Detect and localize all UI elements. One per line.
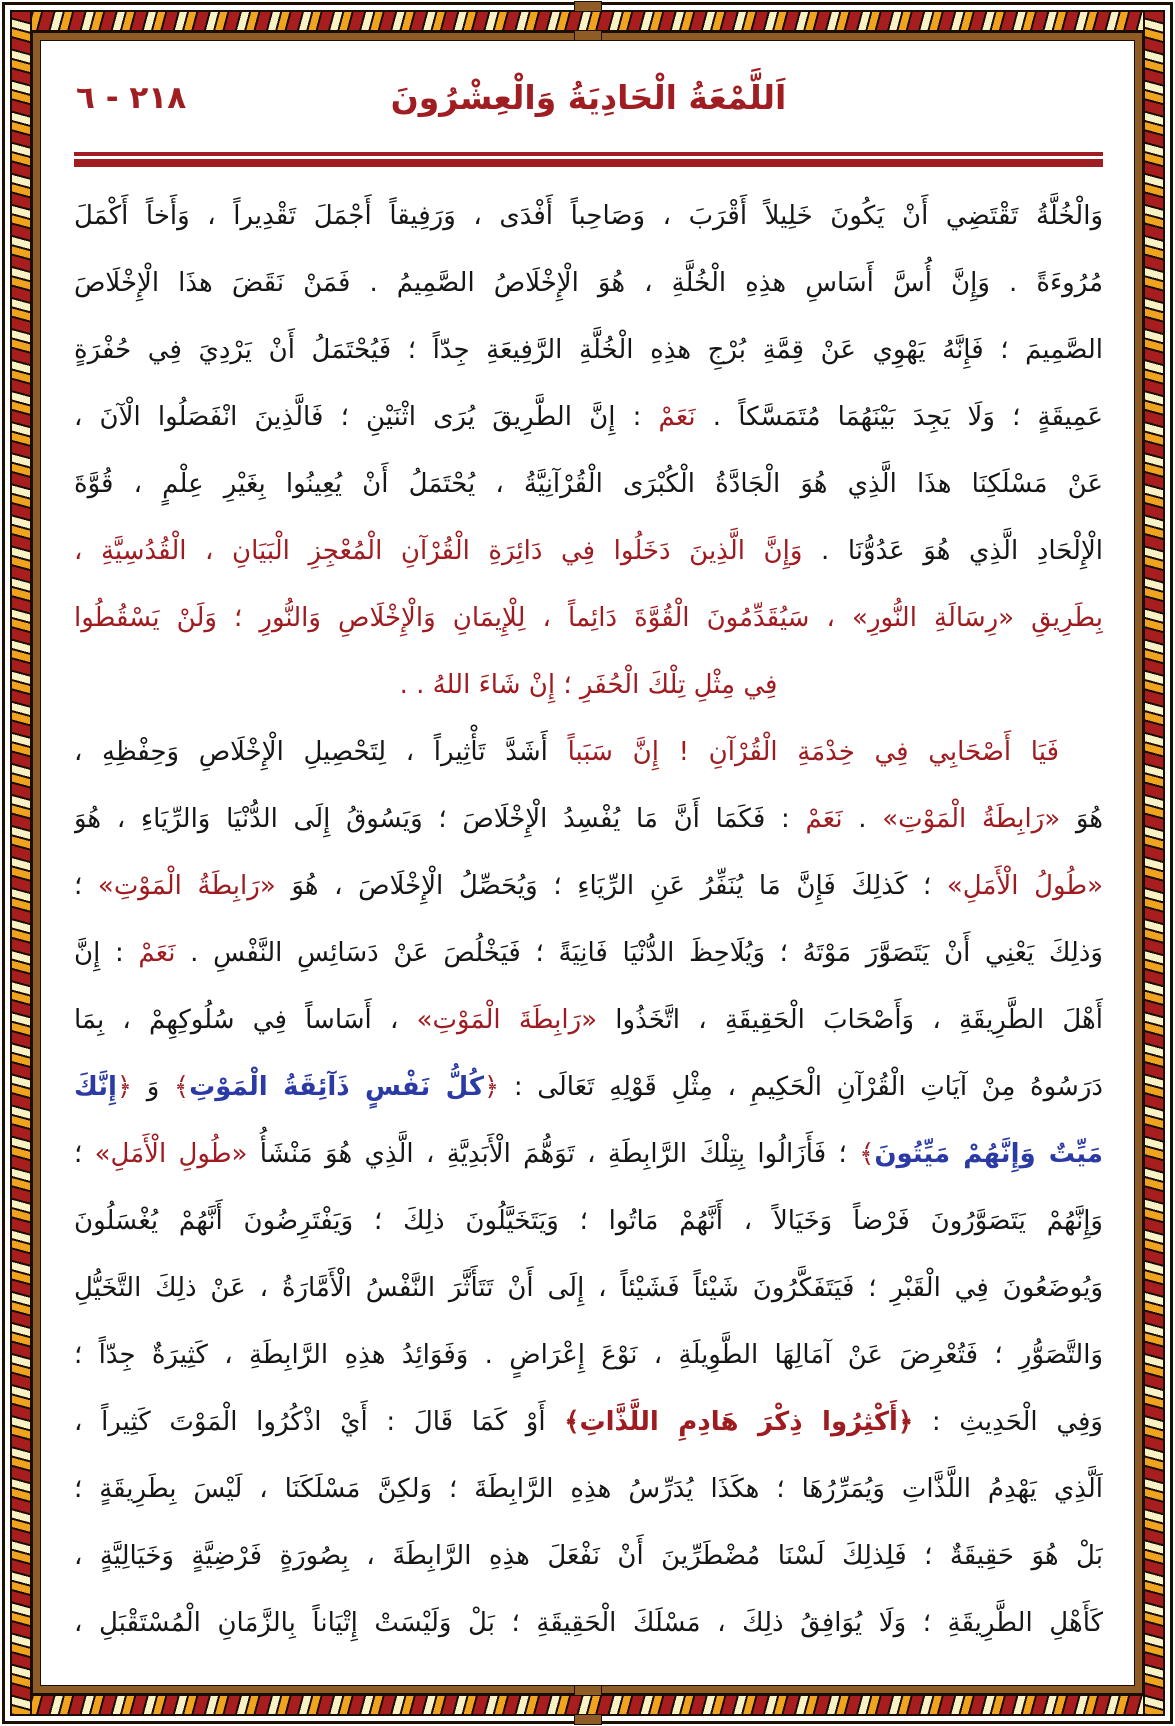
frame-chain-ornament-left — [10, 10, 32, 1716]
highlight-text: ﴾ — [859, 1139, 875, 1169]
text-line — [74, 1255, 1103, 1322]
text-line — [74, 920, 1103, 987]
body-text: ؛ — [74, 1139, 95, 1169]
highlight-text: «طُولِ الْأَمَلِ» — [94, 1139, 248, 1169]
body-text: أَشَدَّ تَأْثِيراً ، لِتَحْصِيلِ الْإِخْلَاصِ وَحِفْظِهِ ، — [74, 737, 568, 767]
highlight-text: ﴾ — [173, 1072, 190, 1102]
body-text: دَرَسُوهُ مِنْ آيَاتِ الْقُرْآنِ الْحَكِيمِ ، مِثْلِ قَوْلِهِ تَعَالَى : — [499, 1072, 1103, 1102]
body-text: وَ — [132, 1072, 174, 1102]
body-text: كَأَهْلِ الطَّرِيقَةِ ؛ وَلَا يُوَافِقُ ذلِكَ ، مَسْلَكَ الْحَقِيقَةِ ؛ بَلْ وَلَيْسَتْ إِتْيَاناً بِالزَّمَانِ الْمُسْتَقْبَلِ ، — [74, 1608, 1103, 1638]
body-text: عَنْ مَسْلَكِنَا هذَا الَّذِي هُوَ الْجَادَّةُ الْكُبْرَى الْقُرْآنِيَّةُ ، يُحْتَمَلُ أَنْ يُعِينُوا بِغَيْرِ عِلْمٍ ، قُوَّةَ — [74, 469, 1103, 499]
text-line — [74, 652, 1103, 719]
highlight-text: بِطَرِيقِ «رِسَالَةِ النُّورِ» ، سَيُقَدِّمُونَ الْقُوَّةَ دَائِماً ، لِلْإِيمَانِ وَالْإِخْلَاصِ وَالنُّورِ ؛ وَلَنْ يَسْقُطُوا — [74, 603, 1103, 633]
text-line — [74, 1590, 1103, 1657]
text-line — [74, 317, 1103, 384]
highlight-text: ﴿ — [483, 1072, 500, 1102]
quran-verse-text: مَيِّتٌ وَإِنَّهُمْ مَيِّتُونَ — [874, 1139, 1103, 1169]
chapter-title: اَللَّمْعَةُ الْحَادِيَةُ وَالْعِشْرُونَ — [390, 78, 787, 117]
body-text: ؛ كَذلِكَ فَإِنَّ مَا يُنَفِّرُ عَنِ الرِّيَاءِ ؛ وَيُحَصِّلُ الْإِخْلَاصَ ، هُوَ — [275, 871, 947, 901]
body-text: . — [842, 804, 883, 834]
highlight-text: فِي مِثْلِ تِلْكَ الْحُفَرِ ؛ إِنْ شَاءَ اللهُ . . — [399, 670, 778, 700]
highlight-text: فَيَا أَصْحَابِي فِي خِدْمَةِ الْقُرْآنِ ! إِنَّ سَبَباً — [567, 737, 1060, 767]
body-text: : إِنَّ الطَّرِيقَ يُرَى اثْنَيْنِ ؛ فَالَّذِينَ انْفَصَلُوا الْآنَ ، — [74, 402, 659, 432]
body-text: أَهْلَ الطَّرِيقَةِ ، وَأَصْحَابَ الْحَقِيقَةِ ، اتَّخَذُوا — [597, 1005, 1103, 1035]
border-center-ornament — [574, 30, 602, 41]
quran-verse-text: إِنَّكَ — [74, 1072, 117, 1102]
text-line — [74, 384, 1103, 451]
page-number: ٢١٨ - ٦ — [76, 80, 187, 116]
body-text: مُرُوءَةً . وَإِنَّ أُسَّ أَسَاسِ هذِهِ الْخُلَّةِ ، هُوَ الْإِخْلَاصُ الصَّمِيمُ . فَمَنْ نَقَضَ هذَا الْإِخْلَاصَ — [74, 268, 1103, 298]
text-line — [74, 1523, 1103, 1590]
body-text: : إِنَّ — [74, 938, 139, 968]
body-text: وَيُوضَعُونَ فِي الْقَبْرِ ؛ فَيَتَفَكَّرُونَ شَيْئاً فَشَيْئاً ، إِلَى أَنْ تَتَأَثَّرَ النَّفْسُ الْأَمَّارَةُ ، عَنْ ذلِكَ التَّخَيُّلِ — [74, 1273, 1103, 1303]
highlight-text: نَعَمْ — [138, 938, 176, 968]
highlight-text: «رَابِطَةَ الْمَوْتِ» — [416, 1005, 598, 1035]
body-text: ؛ فَأَزَالُوا بِتِلْكَ الرَّابِطَةِ ، تَوَهُّمَ الْأَبَدِيَّةِ ، الَّذِي هُوَ مَنْشَأُ — [247, 1139, 860, 1169]
text-line — [74, 183, 1103, 250]
text-line — [74, 1456, 1103, 1523]
highlight-text: ﴿ — [116, 1072, 133, 1102]
highlight-text: نَعَمْ — [658, 402, 696, 432]
text-line — [74, 1389, 1103, 1456]
frame-chain-ornament-bottom — [10, 1694, 1165, 1716]
highlight-text: نَعَمْ — [805, 804, 843, 834]
text-line — [74, 1188, 1103, 1255]
body-text: وَالتَّصَوُّرِ ؛ فَتُعْرِضَ عَنْ آمَالِهَا الطَّوِيلَةِ ، نَوْعَ إِعْرَاضٍ . وَفَوَائِدُ هذِهِ الرَّابِطَةِ ، كَثِيرَةٌ جِدّاً ؛ — [74, 1340, 1103, 1370]
body-text: اَلَّذِي يَهْدِمُ اللَّذَّاتِ وَيُمَرِّرُهَا ؛ هكَذَا يُدَرِّسُ هذِهِ الرَّابِطَةَ ؛ وَلكِنَّ مَسْلَكَنَا ، لَيْسَ بِطَرِيقَةٍ ؛ — [74, 1474, 1103, 1504]
body-text: عَمِيقَةٍ ؛ وَلَا يَجِدَ بَيْنَهُمَا مُتَمَسَّكاً . — [695, 402, 1103, 432]
body-text: وَالْخُلَّةُ تَقْتَضِي أَنْ يَكُونَ خَلِيلاً أَقْرَبَ ، وَصَاحِباً أَفْدَى ، وَرَفِيقاً أَجْمَلَ تَقْدِيراً ، وَأَخاً أَكْمَلَ — [74, 201, 1103, 231]
body-text: الْإِلْحَادِ الَّذِي هُوَ عَدُوُّنَا . — [802, 536, 1103, 566]
body-text: بَلْ هُوَ حَقِيقَةٌ ؛ فَلِذلِكَ لَسْنَا مُضْطَرِّينَ أَنْ نَفْعَلَ هذِهِ الرَّابِطَةَ ، بِصُورَةٍ فَرْضِيَّةٍ وَخَيَالِيَّةٍ ، — [74, 1541, 1103, 1571]
quran-verse-text: كُلُّ نَفْسٍ ذَآئِقَةُ الْمَوْتِ — [189, 1072, 484, 1102]
text-line — [74, 786, 1103, 853]
body-text: ، أَسَاساً فِي سُلُوكِهِمْ ، بِمَا — [74, 1005, 417, 1035]
frame-chain-ornament-right — [1143, 10, 1165, 1716]
text-line — [74, 451, 1103, 518]
text-line — [74, 1322, 1103, 1389]
text-line — [74, 518, 1103, 585]
page-content — [74, 52, 1103, 1657]
header-divider-rule — [74, 152, 1103, 167]
highlight-text: «رَابِطَةُ الْمَوْتِ» — [97, 871, 276, 901]
body-text: هُوَ — [1060, 804, 1103, 834]
frame-chain-ornament-top — [10, 10, 1165, 32]
text-line — [74, 853, 1103, 920]
body-text: ؛ — [74, 871, 98, 901]
body-text: وَإِنَّهُمْ يَتَصَوَّرُونَ فَرْضاً وَخَيَالاً ، أَنَّهُمْ مَاتُوا ؛ وَيَتَخَيَّلُونَ ذلِكَ ؛ وَيَفْتَرِضُونَ أَنَّهُمْ يُغْسَلُونَ — [74, 1206, 1103, 1236]
body-text: وَفِي الْحَدِيثِ : — [913, 1407, 1103, 1437]
body-text: الصَّمِيمَ ؛ فَإِنَّهُ يَهْوِي عَنْ قِمَّةِ بُرْجِ هذِهِ الْخُلَّةِ الرَّفِيعَةِ جِدّاً ؛ فَيُحْتَمَلُ أَنْ يَرْدِيَ فِي حُفْرَةٍ — [74, 335, 1103, 365]
page-header — [74, 52, 1103, 144]
hadith-text: ﴿أَكْثِرُوا ذِكْرَ هَادِمِ اللَّذَّاتِ﴾ — [564, 1407, 914, 1437]
highlight-text: «رَابِطَةُ الْمَوْتِ» — [882, 804, 1061, 834]
body-text: : فَكَمَا أَنَّ مَا يُفْسِدُ الْإِخْلَاصَ ؛ وَيَسُوقُ إِلَى الدُّنْيَا وَالرِّيَاءِ ، هُوَ — [74, 804, 806, 834]
text-line — [74, 250, 1103, 317]
text-line — [74, 1054, 1103, 1121]
text-line — [74, 1121, 1103, 1188]
highlight-text: «طُولُ الْأَمَلِ» — [946, 871, 1103, 901]
text-line — [74, 719, 1103, 786]
border-center-ornament — [574, 1, 602, 12]
border-center-ornament — [574, 1714, 602, 1725]
border-center-ornament — [574, 1685, 602, 1696]
highlight-text: وَإِنَّ الَّذِينَ دَخَلُوا فِي دَائِرَةِ الْقُرْآنِ الْمُعْجِزِ الْبَيَانِ ، الْقُدُسِيَّةِ ، — [74, 536, 803, 566]
body-text: أَوْ كَمَا قَالَ : أَيْ اذْكُرُوا الْمَوْتَ كَثِيراً ، — [74, 1407, 565, 1437]
body-text: وَذلِكَ يَعْنِي أَنْ يَتَصَوَّرَ مَوْتَهُ ؛ وَيُلَاحِظَ الدُّنْيَا فَانِيَةً ؛ فَيَخْلُصَ عَنْ دَسَائِسِ النَّفْسِ . — [175, 938, 1103, 968]
text-block — [74, 183, 1103, 1657]
text-line — [74, 987, 1103, 1054]
text-line — [74, 585, 1103, 652]
